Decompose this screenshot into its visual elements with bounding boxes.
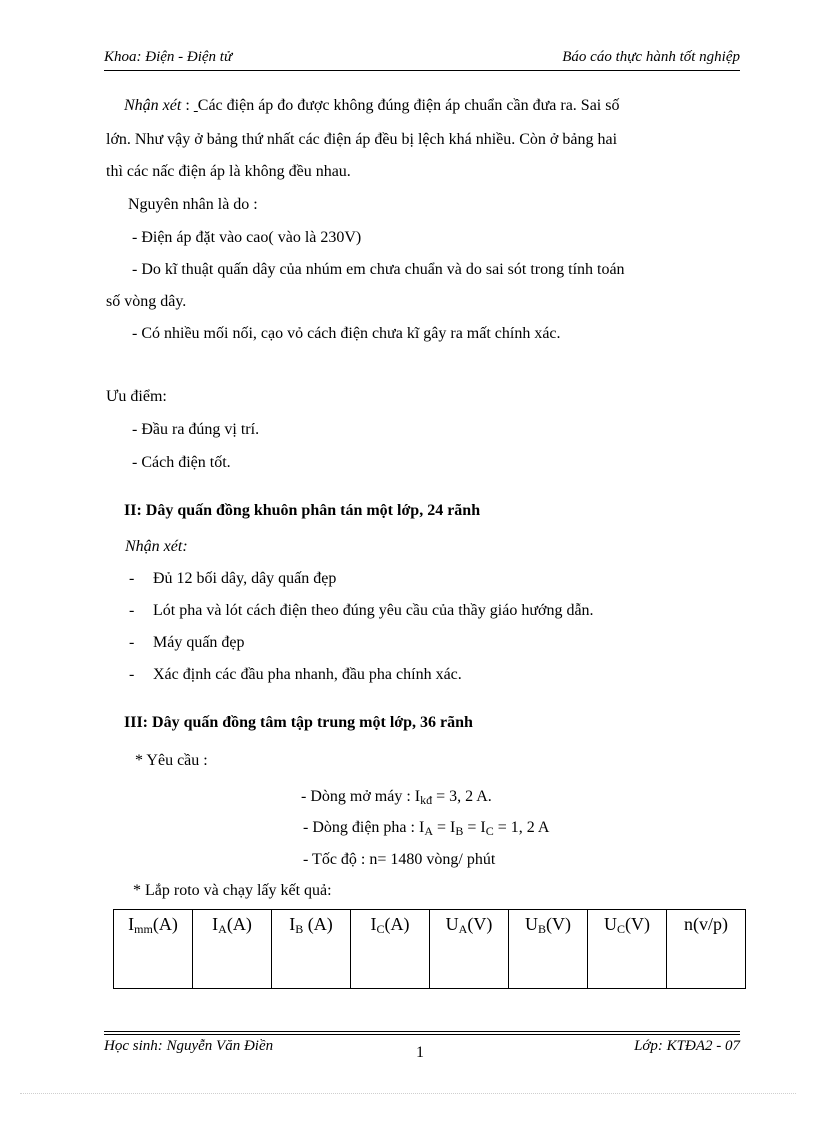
- table-row: [114, 910, 746, 989]
- section-2-item-3: Máy quấn đẹp: [153, 634, 245, 651]
- advantages-heading: Ưu điểm:: [106, 388, 167, 405]
- cause-3: - Có nhiều mối nối, cạo vỏ cách điện chưa kĩ gây ra mất chính xác.: [132, 325, 561, 342]
- requirement-start-current: - Dòng mở máy : $I_{kđ} = 3$, 2 A.: [301, 788, 492, 807]
- header-right: Báo cáo thực hành tốt nghiệp: [562, 49, 740, 65]
- section-3-title: III: Dây quấn đồng tâm tập trung một lớp, 36 rãnh: [124, 714, 473, 731]
- header-left: Khoa: Điện - Điện tử: [104, 49, 233, 65]
- remark-label: Nhận xét: [124, 97, 182, 114]
- requirements-heading: * Yêu cầu :: [135, 752, 208, 769]
- advantage-1: - Đầu ra đúng vị trí.: [132, 421, 260, 438]
- page-number: 1: [416, 1044, 424, 1061]
- section-2-item-1: Đủ 12 bối dây, dây quấn đẹp: [153, 570, 337, 587]
- section-2-remark: Nhận xét:: [125, 538, 188, 555]
- cause-heading: Nguyên nhân là do :: [128, 196, 258, 213]
- header-cell-uc: $U_C(V)$: [588, 910, 667, 989]
- header-cell-ib: $I_B$ (A): [272, 910, 351, 989]
- header-rule: [104, 70, 740, 71]
- page-edge-line: [20, 1093, 796, 1094]
- header-cell-ub: $U_B(V)$: [509, 910, 588, 989]
- header-cell-ic: $I_C(A)$: [351, 910, 430, 989]
- cause-2-line-1: - Do kĩ thuật quấn dây của nhúm em chưa chuẩn và do sai sót trong tính toán: [132, 261, 625, 278]
- cause-2-line-2: số vòng dây.: [106, 293, 187, 310]
- requirement-phase-current: - Dòng điện pha : $I_A = I_B = I_C = 1$, 2 A: [303, 819, 550, 838]
- rotor-test-heading: * Lắp roto và chạy lấy kết quả:: [133, 882, 332, 899]
- section-2-bullet: -: [129, 570, 135, 587]
- footer-rule-bottom: [104, 1034, 740, 1035]
- remark-line-2: lớn. Như vậy ở bảng thứ nhất các điện áp đều bị lệch khá nhiều. Còn ở bảng hai: [106, 131, 618, 148]
- footer-class: Lớp: KTĐA2 - 07: [634, 1038, 740, 1054]
- cause-1: - Điện áp đặt vào cao( vào là 230V): [132, 229, 362, 246]
- section-2-title: II: Dây quấn đồng khuôn phân tán một lớp, 24 rãnh: [124, 502, 481, 519]
- advantage-2: - Cách điện tốt.: [132, 454, 231, 471]
- remark-line-1: Nhận xét : Các điện áp đo được không đúng điện áp chuẩn cần đưa ra. Sai số: [124, 97, 620, 114]
- header-cell-ia: $I_A(A)$: [193, 910, 272, 989]
- requirement-speed: - Tốc độ : n= 1480 vòng/ phút: [303, 851, 496, 868]
- section-2-bullet: -: [129, 634, 135, 651]
- results-table: [113, 909, 746, 989]
- footer-rule-top: [104, 1031, 740, 1032]
- header-cell-imm: $I_{mm}(A)$: [114, 910, 193, 989]
- header-cell-speed: n(v/p): [667, 910, 746, 989]
- section-2-bullet: -: [129, 602, 135, 619]
- section-2-bullet: -: [129, 666, 135, 683]
- header-cell-ua: $U_A(V)$: [430, 910, 509, 989]
- remark-line-3: thì các nấc điện áp là không đều nhau.: [106, 163, 351, 180]
- section-2-item-4: Xác định các đầu pha nhanh, đầu pha chính xác.: [153, 666, 462, 683]
- section-2-item-2: Lót pha và lót cách điện theo đúng yêu cầu của thầy giáo hướng dẫn.: [153, 602, 594, 619]
- footer-student: Học sinh: Nguyễn Văn Điền: [104, 1038, 274, 1054]
